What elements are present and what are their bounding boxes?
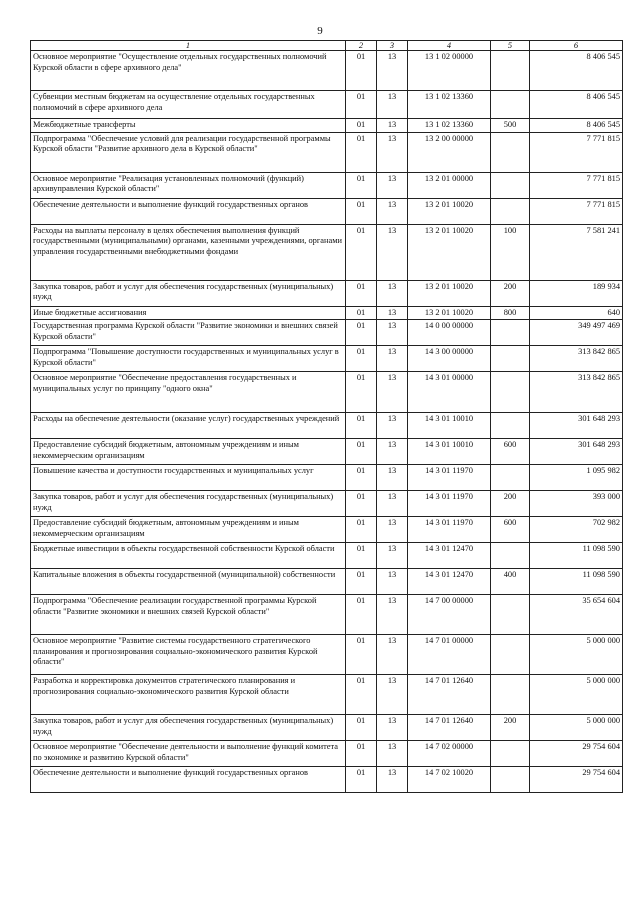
row-vr-cell [491, 172, 530, 198]
row-chapter-cell: 01 [346, 517, 377, 543]
row-vr-cell [491, 595, 530, 635]
row-chapter-cell: 01 [346, 413, 377, 439]
row-sum-cell: 1 095 982 [530, 465, 623, 491]
row-sum-cell: 7 771 815 [530, 172, 623, 198]
table-row [31, 413, 623, 439]
row-csr-cell: 13 1 02 13360 [408, 91, 491, 119]
table-row [31, 132, 623, 172]
row-csr-cell: 14 7 02 10020 [408, 767, 491, 793]
row-chapter-cell: 01 [346, 198, 377, 224]
row-sum-cell: 313 842 865 [530, 346, 623, 372]
table-header-row [31, 41, 623, 51]
row-csr-cell: 14 3 00 00000 [408, 346, 491, 372]
row-sum-cell: 7 581 241 [530, 224, 623, 280]
row-chapter-cell: 01 [346, 569, 377, 595]
row-name-cell: Подпрограмма "Обеспечение реализации государственной программы Курской области "Развитие экономики и внешних связей Курской области" [31, 595, 346, 635]
row-chapter-cell: 01 [346, 491, 377, 517]
row-subsection-cell: 13 [377, 543, 408, 569]
row-subsection-cell: 13 [377, 224, 408, 280]
row-vr-cell: 100 [491, 224, 530, 280]
row-subsection-cell: 13 [377, 320, 408, 346]
table-row [31, 439, 623, 465]
row-sum-cell: 7 771 815 [530, 198, 623, 224]
row-vr-cell [491, 132, 530, 172]
row-name-cell: Закупка товаров, работ и услуг для обеспечения государственных (муниципальных) нужд [31, 715, 346, 741]
header-col-6: 6 [530, 41, 623, 51]
row-csr-cell: 14 3 01 10010 [408, 439, 491, 465]
row-chapter-cell: 01 [346, 91, 377, 119]
row-subsection-cell: 13 [377, 595, 408, 635]
row-name-cell: Подпрограмма "Повышение доступности государственных и муниципальных услуг в Курской области" [31, 346, 346, 372]
header-col-1: 1 [31, 41, 346, 51]
row-csr-cell: 13 2 01 10020 [408, 306, 491, 320]
row-chapter-cell: 01 [346, 51, 377, 91]
row-subsection-cell: 13 [377, 439, 408, 465]
table-row [31, 119, 623, 133]
row-chapter-cell: 01 [346, 595, 377, 635]
table-row [31, 320, 623, 346]
row-chapter-cell: 01 [346, 306, 377, 320]
row-chapter-cell: 01 [346, 635, 377, 675]
row-vr-cell [491, 372, 530, 413]
row-subsection-cell: 13 [377, 569, 408, 595]
row-chapter-cell: 01 [346, 172, 377, 198]
row-csr-cell: 14 3 01 11970 [408, 517, 491, 543]
row-sum-cell: 5 000 000 [530, 675, 623, 715]
row-sum-cell: 8 406 545 [530, 91, 623, 119]
row-chapter-cell: 01 [346, 224, 377, 280]
row-csr-cell: 14 3 01 00000 [408, 372, 491, 413]
header-col-5: 5 [491, 41, 530, 51]
row-vr-cell: 200 [491, 491, 530, 517]
row-name-cell: Повышение качества и доступности государственных и муниципальных услуг [31, 465, 346, 491]
row-csr-cell: 13 2 01 10020 [408, 280, 491, 306]
row-sum-cell: 301 648 293 [530, 439, 623, 465]
row-vr-cell [491, 198, 530, 224]
row-subsection-cell: 13 [377, 91, 408, 119]
row-subsection-cell: 13 [377, 346, 408, 372]
row-chapter-cell: 01 [346, 280, 377, 306]
table-row [31, 595, 623, 635]
row-vr-cell [491, 51, 530, 91]
row-chapter-cell: 01 [346, 346, 377, 372]
row-csr-cell: 13 1 02 13360 [408, 119, 491, 133]
row-subsection-cell: 13 [377, 413, 408, 439]
row-name-cell: Расходы на обеспечение деятельности (оказание услуг) государственных учреждений [31, 413, 346, 439]
row-csr-cell: 14 7 02 00000 [408, 741, 491, 767]
row-subsection-cell: 13 [377, 465, 408, 491]
row-chapter-cell: 01 [346, 767, 377, 793]
row-sum-cell: 702 982 [530, 517, 623, 543]
row-chapter-cell: 01 [346, 741, 377, 767]
row-vr-cell: 400 [491, 569, 530, 595]
row-sum-cell: 5 000 000 [530, 715, 623, 741]
row-csr-cell: 14 7 00 00000 [408, 595, 491, 635]
table-row [31, 198, 623, 224]
table-row [31, 172, 623, 198]
row-sum-cell: 35 654 604 [530, 595, 623, 635]
row-name-cell: Предоставление субсидий бюджетным, автономным учреждениям и иным некоммерческим организациям [31, 439, 346, 465]
row-subsection-cell: 13 [377, 198, 408, 224]
row-subsection-cell: 13 [377, 491, 408, 517]
row-name-cell: Основное мероприятие "Осуществление отдельных государственных полномочий Курской области в сфере архивного дела" [31, 51, 346, 91]
row-vr-cell: 200 [491, 715, 530, 741]
row-subsection-cell: 13 [377, 715, 408, 741]
row-name-cell: Обеспечение деятельности и выполнение функций государственных органов [31, 767, 346, 793]
row-subsection-cell: 13 [377, 172, 408, 198]
row-subsection-cell: 13 [377, 132, 408, 172]
row-vr-cell [491, 635, 530, 675]
row-subsection-cell: 13 [377, 119, 408, 133]
row-csr-cell: 14 7 01 12640 [408, 715, 491, 741]
table-row [31, 635, 623, 675]
row-csr-cell: 13 1 02 00000 [408, 51, 491, 91]
row-csr-cell: 13 2 01 10020 [408, 224, 491, 280]
row-name-cell: Субвенции местным бюджетам на осуществление отдельных государственных полномочий в сфере архивного дела [31, 91, 346, 119]
row-vr-cell [491, 767, 530, 793]
row-subsection-cell: 13 [377, 675, 408, 715]
row-name-cell: Межбюджетные трансферты [31, 119, 346, 133]
row-subsection-cell: 13 [377, 517, 408, 543]
row-sum-cell: 11 098 590 [530, 569, 623, 595]
budget-table [30, 40, 623, 793]
row-vr-cell: 800 [491, 306, 530, 320]
table-row [31, 51, 623, 91]
table-row [31, 767, 623, 793]
row-sum-cell: 8 406 545 [530, 51, 623, 91]
row-vr-cell [491, 346, 530, 372]
row-name-cell: Разработка и корректировка документов стратегического планирования и прогнозирования социально-экономического развития Курской области [31, 675, 346, 715]
row-vr-cell [491, 543, 530, 569]
row-subsection-cell: 13 [377, 372, 408, 413]
row-name-cell: Капитальные вложения в объекты государственной (муниципальной) собственности [31, 569, 346, 595]
row-name-cell: Иные бюджетные ассигнования [31, 306, 346, 320]
table-row [31, 224, 623, 280]
row-vr-cell: 200 [491, 280, 530, 306]
row-vr-cell: 600 [491, 517, 530, 543]
row-subsection-cell: 13 [377, 767, 408, 793]
row-csr-cell: 14 3 01 11970 [408, 465, 491, 491]
row-chapter-cell: 01 [346, 372, 377, 413]
row-chapter-cell: 01 [346, 715, 377, 741]
row-sum-cell: 7 771 815 [530, 132, 623, 172]
row-vr-cell [491, 413, 530, 439]
row-csr-cell: 13 2 00 00000 [408, 132, 491, 172]
table-row [31, 465, 623, 491]
row-chapter-cell: 01 [346, 543, 377, 569]
table-row [31, 491, 623, 517]
row-csr-cell: 13 2 01 10020 [408, 198, 491, 224]
row-subsection-cell: 13 [377, 635, 408, 675]
row-name-cell: Основное мероприятие "Обеспечение предоставления государственных и муниципальных услуг по принципу "одного окна" [31, 372, 346, 413]
row-sum-cell: 29 754 604 [530, 741, 623, 767]
row-vr-cell [491, 320, 530, 346]
table-row [31, 372, 623, 413]
row-name-cell: Расходы на выплаты персоналу в целях обеспечения выполнения функций государственными (муниципальными) органами, казенными учреждениями, органами управления государственными внебюджетными фондами [31, 224, 346, 280]
header-col-4: 4 [408, 41, 491, 51]
row-sum-cell: 349 497 469 [530, 320, 623, 346]
row-csr-cell: 14 7 01 12640 [408, 675, 491, 715]
table-row [31, 306, 623, 320]
row-csr-cell: 14 3 01 12470 [408, 569, 491, 595]
row-csr-cell: 14 3 01 12470 [408, 543, 491, 569]
row-csr-cell: 14 7 01 00000 [408, 635, 491, 675]
table-row [31, 517, 623, 543]
row-name-cell: Государственная программа Курской области "Развитие экономики и внешних связей Курской области" [31, 320, 346, 346]
row-sum-cell: 29 754 604 [530, 767, 623, 793]
row-vr-cell [491, 741, 530, 767]
row-sum-cell: 8 406 545 [530, 119, 623, 133]
row-name-cell: Обеспечение деятельности и выполнение функций государственных органов [31, 198, 346, 224]
row-sum-cell: 5 000 000 [530, 635, 623, 675]
row-csr-cell: 14 3 01 10010 [408, 413, 491, 439]
row-subsection-cell: 13 [377, 280, 408, 306]
row-subsection-cell: 13 [377, 306, 408, 320]
row-chapter-cell: 01 [346, 320, 377, 346]
table-row [31, 346, 623, 372]
row-name-cell: Подпрограмма "Обеспечение условий для реализации государственной программы Курской области "Развитие архивного дела в Курской области" [31, 132, 346, 172]
row-chapter-cell: 01 [346, 119, 377, 133]
row-chapter-cell: 01 [346, 675, 377, 715]
table-row [31, 741, 623, 767]
row-name-cell: Основное мероприятие "Реализация установленных полномочий (функций) архивуправления Курской области" [31, 172, 346, 198]
table-row [31, 715, 623, 741]
row-csr-cell: 14 3 01 11970 [408, 491, 491, 517]
row-subsection-cell: 13 [377, 51, 408, 91]
table-row [31, 675, 623, 715]
row-vr-cell: 500 [491, 119, 530, 133]
row-sum-cell: 313 842 865 [530, 372, 623, 413]
row-sum-cell: 301 648 293 [530, 413, 623, 439]
row-sum-cell: 640 [530, 306, 623, 320]
table-row [31, 569, 623, 595]
row-vr-cell: 600 [491, 439, 530, 465]
row-vr-cell [491, 465, 530, 491]
row-name-cell: Предоставление субсидий бюджетным, автономным учреждениям и иным некоммерческим организациям [31, 517, 346, 543]
row-subsection-cell: 13 [377, 741, 408, 767]
row-chapter-cell: 01 [346, 465, 377, 491]
row-name-cell: Основное мероприятие "Развитие системы государственного стратегического планирования и прогнозирования социально-экономического развития Курской области" [31, 635, 346, 675]
row-sum-cell: 11 098 590 [530, 543, 623, 569]
row-vr-cell [491, 675, 530, 715]
header-col-2: 2 [346, 41, 377, 51]
table-row [31, 543, 623, 569]
row-sum-cell: 189 934 [530, 280, 623, 306]
page-number: 9 [317, 25, 323, 37]
row-csr-cell: 13 2 01 00000 [408, 172, 491, 198]
row-name-cell: Основное мероприятие "Обеспечение деятельности и выполнение функций комитета по экономике и развитию Курской области" [31, 741, 346, 767]
row-name-cell: Бюджетные инвестиции в объекты государственной собственности Курской области [31, 543, 346, 569]
row-chapter-cell: 01 [346, 132, 377, 172]
row-csr-cell: 14 0 00 00000 [408, 320, 491, 346]
table-row [31, 91, 623, 119]
row-name-cell: Закупка товаров, работ и услуг для обеспечения государственных (муниципальных) нужд [31, 491, 346, 517]
row-sum-cell: 393 000 [530, 491, 623, 517]
row-chapter-cell: 01 [346, 439, 377, 465]
row-vr-cell [491, 91, 530, 119]
table-row [31, 280, 623, 306]
header-col-3: 3 [377, 41, 408, 51]
row-name-cell: Закупка товаров, работ и услуг для обеспечения государственных (муниципальных) нужд [31, 280, 346, 306]
